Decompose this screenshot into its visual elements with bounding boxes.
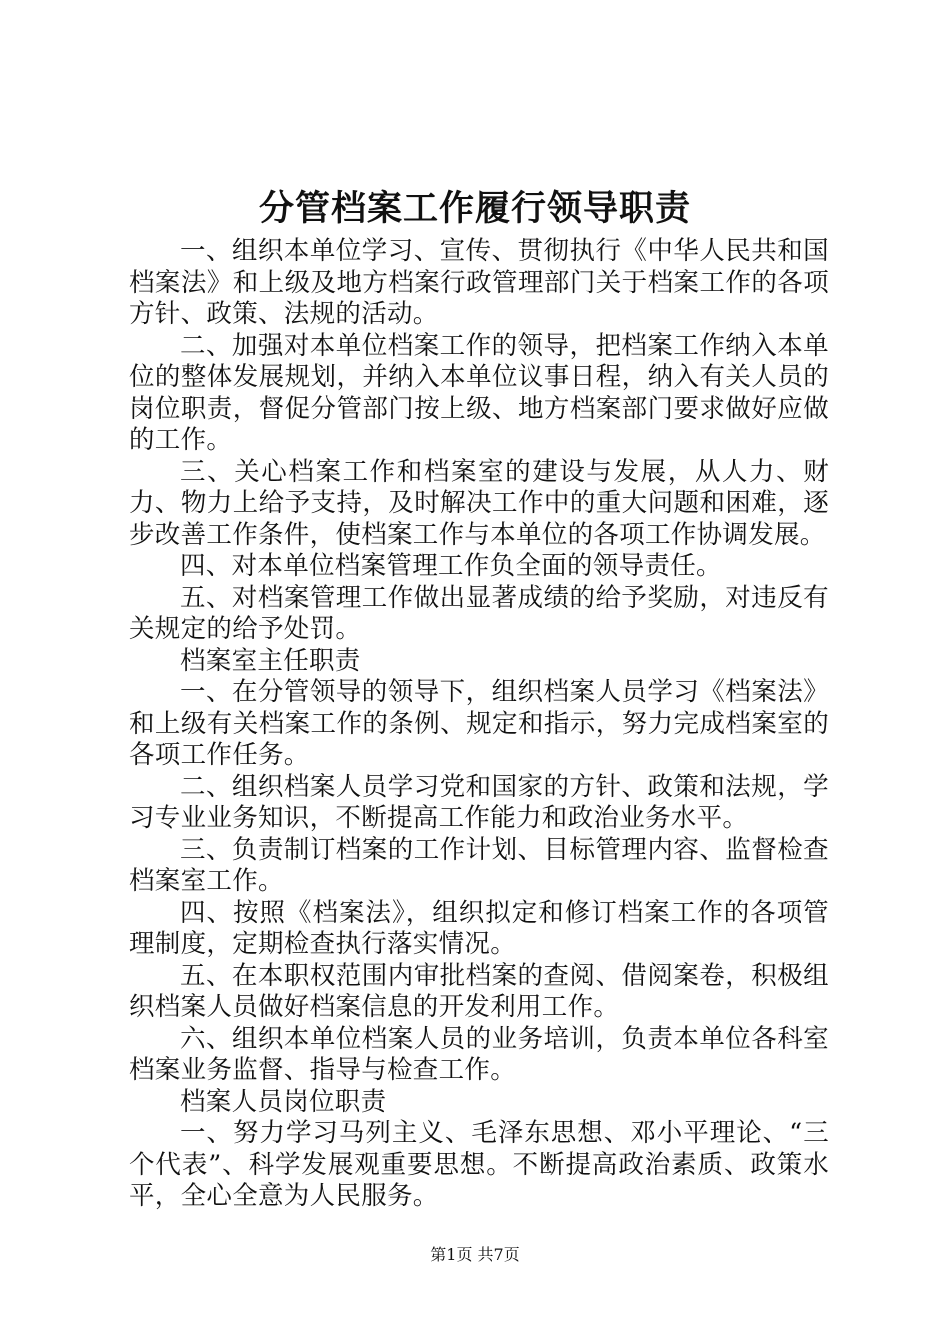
paragraph: 三、关心档案工作和档案室的建设与发展，从人力、财力、物力上给予支持，及时解决工作中的重大问题和困难，逐步改善工作条件，使档案工作与本单位的各项工作协调发展。 [129,456,829,550]
paragraph: 三、负责制订档案的工作计划、目标管理内容、监督检查档案室工作。 [129,834,829,896]
paragraph: 五、对档案管理工作做出显著成绩的给予奖励，对违反有关规定的给予处罚。 [129,582,829,644]
section-heading-archive-staff: 档案人员岗位职责 [180,1086,387,1117]
paragraph: 一、在分管领导的领导下，组织档案人员学习《档案法》和上级有关档案工作的条例、规定和指示，努力完成档案室的各项工作任务。 [129,677,829,770]
page-number: 第1页 共7页 [430,1245,520,1264]
paragraph: 一、组织本单位学习、宣传、贯彻执行《中华人民共和国档案法》和上级及地方档案行政管理部门关于档案工作的各项方针、政策、法规的活动。 [129,236,829,329]
paragraph: 四、对本单位档案管理工作负全面的领导责任。 [180,551,722,581]
paragraph: 一、努力学习马列主义、毛泽东思想、邓小平理论、“三个代表”、科学发展观重要思想。不断提高政治素质、政策水平，全心全意为人民服务。 [129,1118,829,1211]
section-heading-archive-director: 档案室主任职责 [180,645,361,676]
paragraph: 五、在本职权范围内审批档案的查阅、借阅案卷，积极组织档案人员做好档案信息的开发利用工作。 [129,960,829,1022]
paragraph: 六、组织本单位档案人员的业务培训，负责本单位各科室档案业务监督、指导与检查工作。 [129,1023,829,1085]
paragraph: 二、加强对本单位档案工作的领导，把档案工作纳入本单位的整体发展规划，并纳入本单位议事日程，纳入有关人员的岗位职责，督促分管部门按上级、地方档案部门要求做好应做的工作。 [129,330,829,455]
document-title: 分管档案工作履行领导职责 [258,188,691,229]
document-body [129,236,829,1213]
paragraph: 二、组织档案人员学习党和国家的方针、政策和法规，学习专业业务知识，不断提高工作能力和政治业务水平。 [129,771,829,833]
paragraph: 四、按照《档案法》，组织拟定和修订档案工作的各项管理制度，定期检查执行落实情况。 [129,897,829,959]
